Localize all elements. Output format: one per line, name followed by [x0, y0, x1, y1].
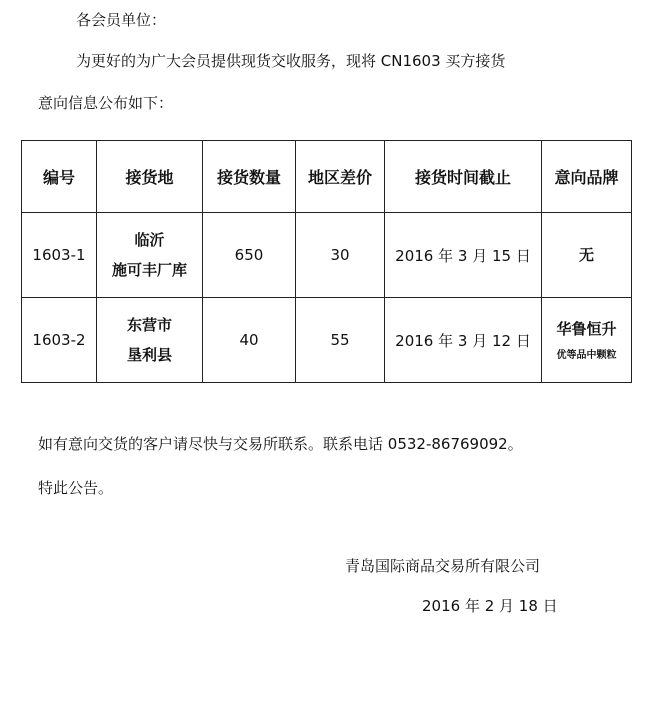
cell-brand [542, 298, 632, 383]
intro-line-1: 为更好的为广大会员提供现货交收服务，现将 CN1603 买方接货 [76, 52, 506, 70]
place-line-2: 垦利县 [126, 346, 172, 364]
cell-price-diff: 55 [296, 298, 385, 383]
header-price-diff: 地区差价 [296, 141, 385, 213]
notice-date: 2016 年 2 月 18 日 [422, 597, 558, 615]
place-line-2: 施可丰厂库 [111, 261, 187, 279]
brand-name: 华鲁恒升 [556, 320, 617, 338]
cell-price-diff: 30 [296, 213, 385, 298]
cell-brand [542, 213, 632, 298]
cell-place [97, 298, 203, 383]
table-header-row [22, 141, 632, 213]
table-row [22, 298, 632, 383]
cell-quantity: 650 [203, 213, 296, 298]
cell-id: 1603-2 [22, 298, 97, 383]
intro-line-2: 意向信息公布如下： [38, 94, 174, 112]
cell-place [97, 213, 203, 298]
header-place: 接货地 [97, 141, 203, 213]
cell-deadline: 2016 年 3 月 12 日 [385, 298, 542, 383]
cell-id: 1603-1 [22, 213, 97, 298]
header-id: 编号 [22, 141, 97, 213]
place-line-1: 临沂 [134, 231, 165, 249]
delivery-intention-table [21, 140, 632, 383]
table-row [22, 213, 632, 298]
brand-name: 无 [578, 246, 594, 264]
contact-line: 如有意向交货的客户请尽快与交易所联系。联系电话 0532-86769092。 [38, 435, 523, 453]
header-brand: 意向品牌 [542, 141, 632, 213]
header-deadline: 接货时间截止 [385, 141, 542, 213]
place-line-1: 东营市 [126, 316, 172, 334]
organization-signature: 青岛国际商品交易所有限公司 [345, 557, 541, 575]
cell-deadline: 2016 年 3 月 15 日 [385, 213, 542, 298]
cell-quantity: 40 [203, 298, 296, 383]
brand-note: 优等品中颗粒 [556, 350, 617, 361]
salutation: 各会员单位： [76, 11, 167, 29]
header-quantity: 接货数量 [203, 141, 296, 213]
closing-line: 特此公告。 [38, 479, 114, 497]
